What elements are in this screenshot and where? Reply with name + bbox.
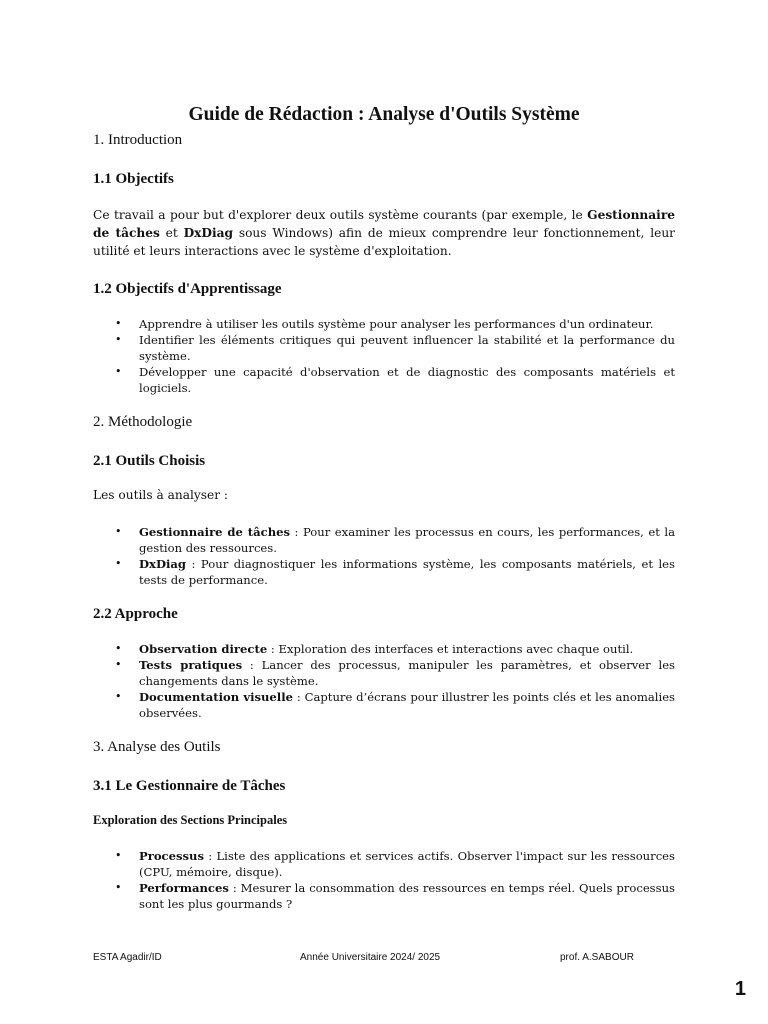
list-item: • Performances : Mesurer la consommation des ressources en temps réel. Quels processus sont les plus gourmands ? xyxy=(115,881,675,911)
bullet-icon: • xyxy=(115,557,122,570)
section-3-1-heading: 3.1 Le Gestionnaire de Tâches xyxy=(93,778,286,794)
document-title: Guide de Rédaction : Analyse d'Outils Système xyxy=(188,104,580,125)
bullet-icon: • xyxy=(115,317,122,330)
list-item: • Développer une capacité d'observation et de diagnostic des composants matériels et logiciels. xyxy=(115,365,675,395)
objectifs-paragraph: Ce travail a pour but d'explorer deux outils système courants (par exemple, le Gestionnaire de tâches et DxDiag sous Windows) afin de mieux comprendre leur fonctionnement, leur utilité et leurs interactions avec le système d'exploitation. xyxy=(93,208,675,258)
exploration-subheading: Exploration des Sections Principales xyxy=(93,813,288,827)
section-2-1-heading: 2.1 Outils Choisis xyxy=(93,453,206,469)
list-item: • Observation directe : Exploration des interfaces et interactions avec chaque outil. xyxy=(115,642,634,656)
footer-right: prof. A.SABOUR xyxy=(560,952,634,963)
bullet-icon: • xyxy=(115,525,122,538)
section-1-heading: 1. Introduction xyxy=(93,132,183,148)
footer-left: ESTA Agadir/ID xyxy=(93,952,162,963)
footer-center: Année Universitaire 2024/ 2025 xyxy=(300,952,441,963)
document-page xyxy=(93,104,675,930)
bullet-icon: • xyxy=(115,642,122,655)
tools-list xyxy=(93,524,675,588)
task-manager-sections-list xyxy=(93,848,675,912)
list-item: • Tests pratiques : Lancer des processus, manipuler les paramètres, et observer les changements dans le système. xyxy=(115,658,676,688)
bullet-icon: • xyxy=(115,881,122,894)
section-1-1-heading: 1.1 Objectifs xyxy=(93,171,174,187)
approach-list xyxy=(93,641,675,721)
page-number: 1 xyxy=(734,978,746,1000)
bullet-icon: • xyxy=(115,849,122,862)
list-item: • DxDiag : Pour diagnostiquer les informations système, les composants matériels, et les tests de performance. xyxy=(115,557,675,587)
bullet-icon: • xyxy=(115,690,122,703)
bullet-icon: • xyxy=(115,365,122,378)
list-item: • Apprendre à utiliser les outils système pour analyser les performances d'un ordinateur. xyxy=(115,317,654,331)
bullet-icon: • xyxy=(115,658,122,671)
list-item: • Gestionnaire de tâches : Pour examiner les processus en cours, les performances, et la gestion des ressources. xyxy=(115,525,675,555)
section-2-2-heading: 2.2 Approche xyxy=(93,606,178,622)
section-2-heading: 2. Méthodologie xyxy=(93,414,193,430)
section-1-2-heading: 1.2 Objectifs d'Apprentissage xyxy=(93,281,282,297)
list-item: • Identifier les éléments critiques qui peuvent influencer la stabilité et la performance du système. xyxy=(115,333,675,363)
bullet-icon: • xyxy=(115,333,122,346)
learning-objectives-list xyxy=(93,316,675,396)
list-item: • Processus : Liste des applications et services actifs. Observer l'impact sur les ressources (CPU, mémoire, disque). xyxy=(115,849,675,879)
list-item: • Documentation visuelle : Capture d’écrans pour illustrer les points clés et les anomalies observées. xyxy=(115,690,676,720)
section-3-heading: 3. Analyse des Outils xyxy=(93,739,221,755)
tools-intro: Les outils à analyser : xyxy=(93,488,229,502)
